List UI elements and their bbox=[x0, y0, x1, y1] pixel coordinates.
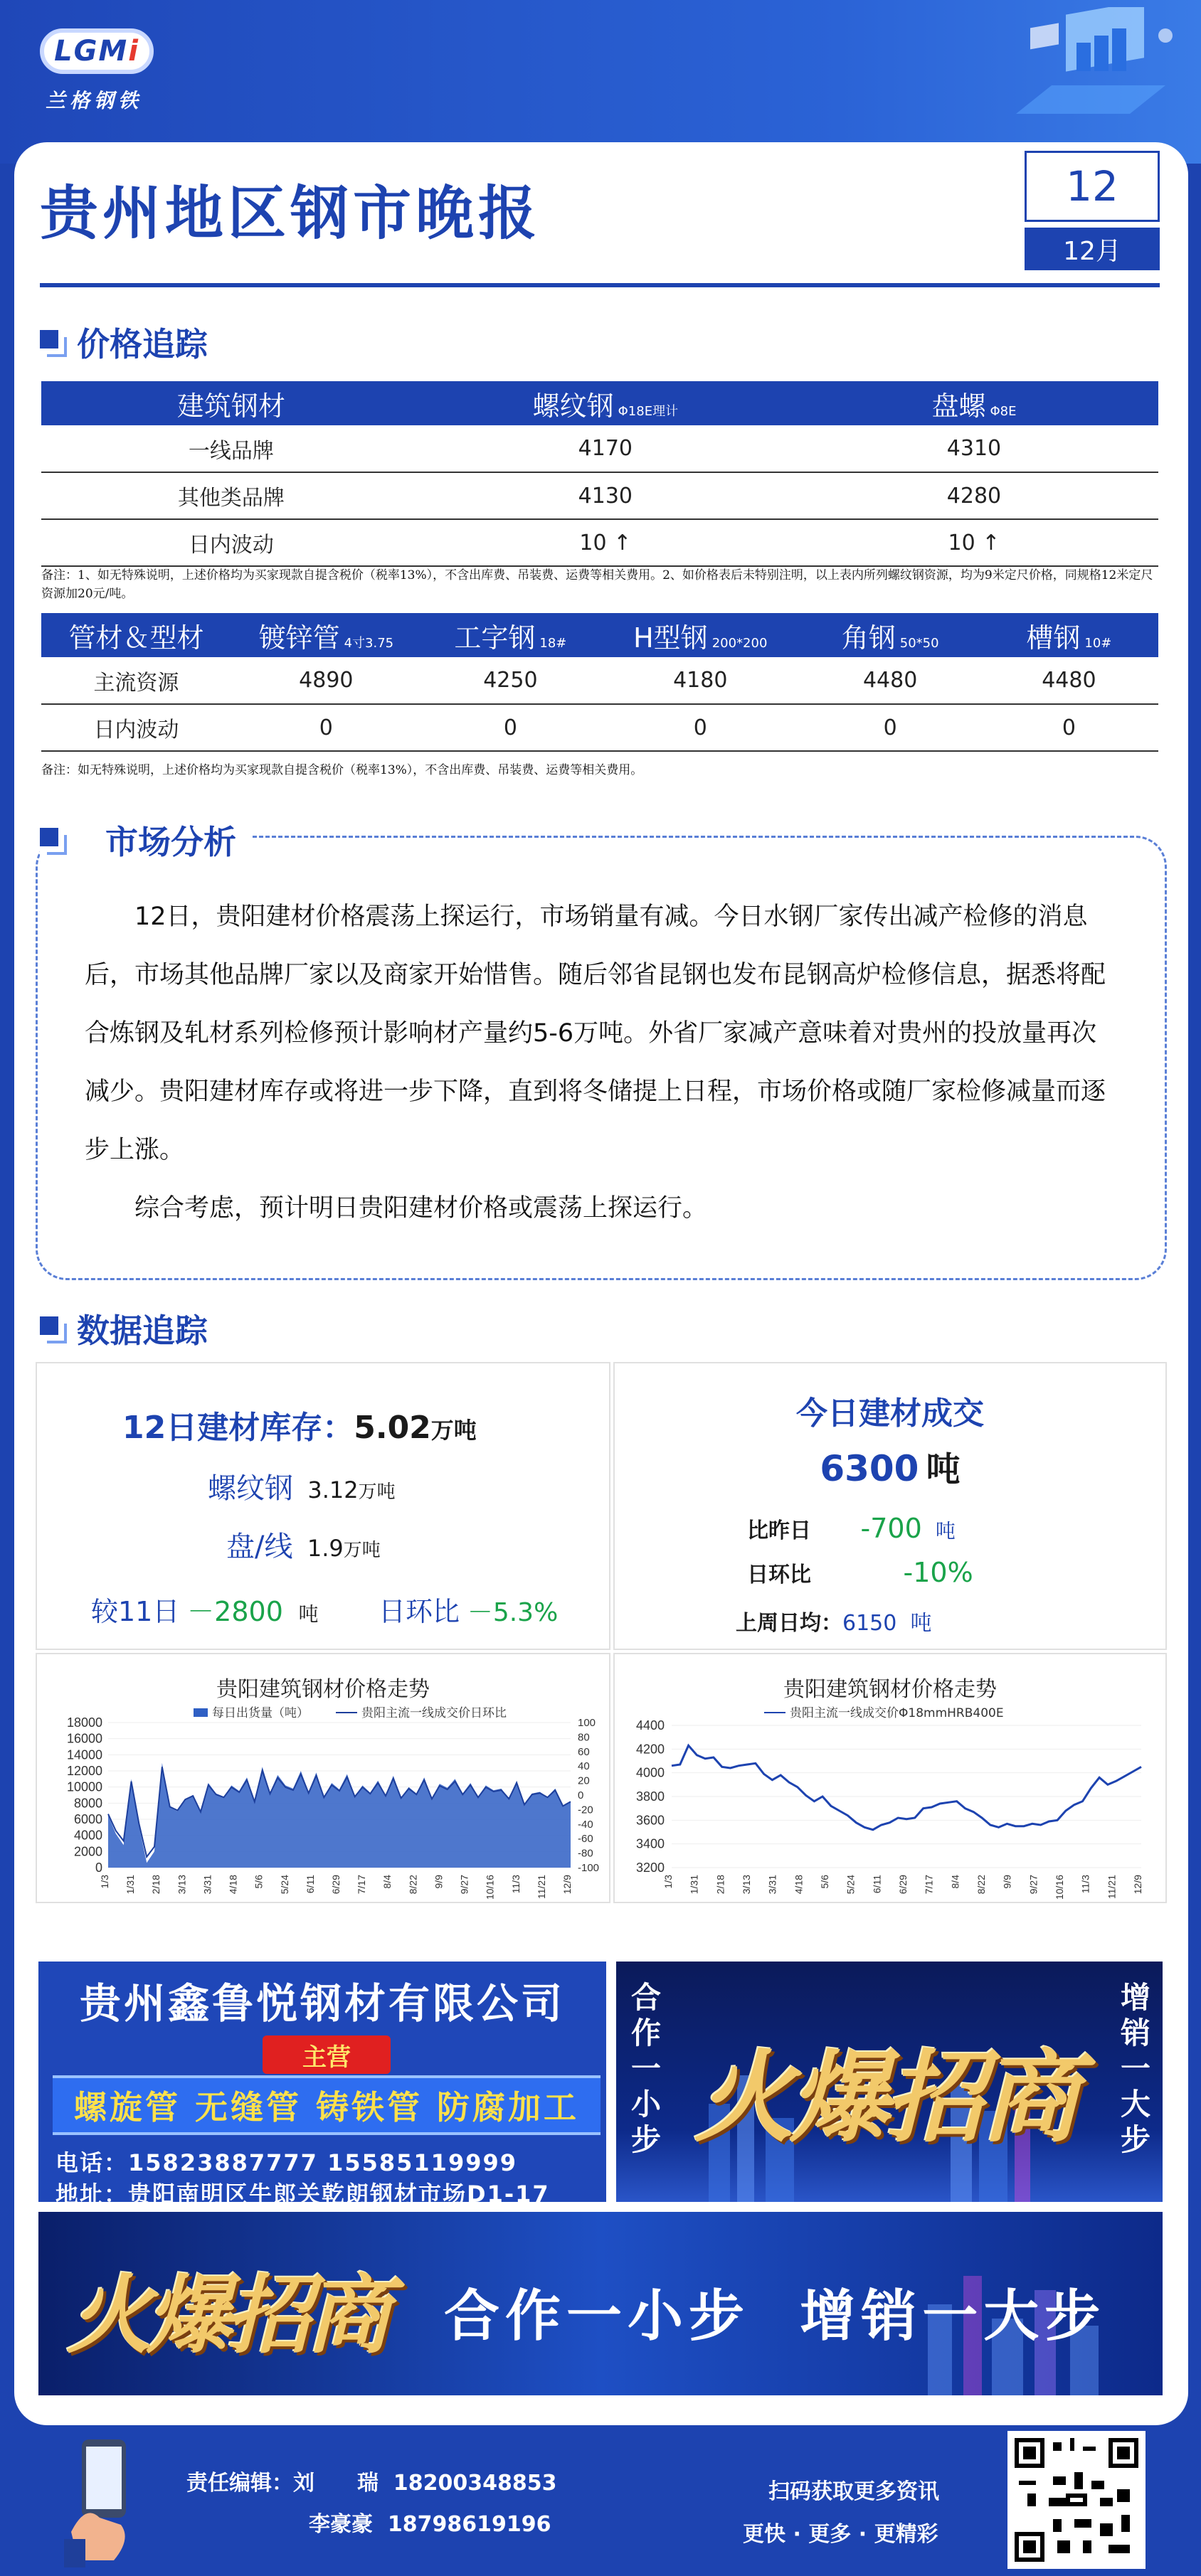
table-note: 备注：1、如无特殊说明，上述价格均为买家现款自提含税价（税率13%），不含出库费、吊装费、运费等相关费用。2、如价格表后未特别注明，以上表内所列螺纹钢资源，均为9米定尺价格，同规格12米定尺资源加20元/吨。 bbox=[41, 568, 1153, 601]
y-tick-label: 14000 bbox=[66, 1747, 102, 1762]
header-band bbox=[0, 0, 1201, 164]
table-header: 镀锌管 4寸3.75 bbox=[231, 613, 421, 657]
x-tick-label: 6/29 bbox=[330, 1875, 342, 1895]
change-cell: 0 bbox=[980, 704, 1158, 751]
price-cell: 4170 bbox=[421, 425, 790, 472]
inventory-rebar: 螺纹钢 3.12万吨 bbox=[208, 1472, 396, 1505]
qr-caption: 扫码获取更多资讯 bbox=[768, 2479, 939, 2504]
y-tick-label: 4000 bbox=[635, 1765, 665, 1780]
legend-label: 贵阳主流一线成交价Φ18mmHRB400E bbox=[790, 1706, 1004, 1720]
y2-tick-label: -40 bbox=[578, 1818, 593, 1831]
table-row bbox=[41, 472, 1158, 519]
x-tick-label: 8/22 bbox=[975, 1875, 987, 1895]
x-tick-label: 4/18 bbox=[227, 1875, 239, 1895]
x-tick-label: 11/3 bbox=[509, 1875, 522, 1894]
x-tick-label: 1/3 bbox=[99, 1875, 110, 1889]
analysis-paragraph: 综合考虑，预计明日贵阳建材价格或震荡上探运行。 bbox=[134, 1194, 708, 1223]
row-label: 日内波动 bbox=[41, 704, 231, 751]
table-header: 盘螺 Φ8E bbox=[790, 381, 1158, 425]
volume-ratio: 日环比 -10% bbox=[747, 1557, 973, 1588]
banner-slogan: 合作一小步 增销一大步 bbox=[444, 2284, 1106, 2348]
company-logo bbox=[40, 21, 161, 112]
inventory-total: 12日建材库存：5.02万吨 bbox=[122, 1410, 477, 1446]
x-tick-label: 7/17 bbox=[923, 1875, 935, 1895]
price-cell: 4890 bbox=[231, 657, 421, 704]
editor-1: 责任编辑：刘 瑞 18200348853 bbox=[186, 2471, 557, 2496]
company-ad[interactable] bbox=[34, 1957, 610, 2206]
x-tick-label: 2/18 bbox=[150, 1875, 162, 1895]
price-cell: 4280 bbox=[790, 472, 1158, 519]
table-row bbox=[41, 519, 1158, 566]
y-tick-label: 0 bbox=[95, 1861, 102, 1875]
x-tick-label: 10/16 bbox=[1054, 1875, 1065, 1900]
table-header: 管材＆型材 bbox=[41, 613, 231, 657]
y2-tick-label: -60 bbox=[578, 1833, 593, 1846]
shipment-chart bbox=[37, 1654, 612, 1905]
volume-title: 今日建材成交 bbox=[796, 1395, 984, 1432]
x-tick-label: 7/17 bbox=[356, 1875, 368, 1895]
x-tick-label: 1/31 bbox=[688, 1875, 700, 1895]
x-tick-label: 12/9 bbox=[561, 1875, 573, 1895]
table-header: 角钢 50*50 bbox=[801, 613, 980, 657]
table-header: 建筑钢材 bbox=[41, 381, 421, 425]
y-tick-label: 3800 bbox=[635, 1789, 665, 1804]
table-note: 备注：如无特殊说明，上述价格均为买家现款自提含税价（税率13%），不含出库费、吊装费、运费等相关费用。 bbox=[41, 763, 643, 777]
section-steel-price-table bbox=[41, 613, 1158, 752]
change-cell: 0 bbox=[600, 704, 801, 751]
inventory-coil: 盘/线 1.9万吨 bbox=[226, 1531, 381, 1563]
section-header-data bbox=[40, 1305, 208, 1352]
section-icon bbox=[40, 828, 64, 852]
y2-tick-label: 0 bbox=[578, 1789, 584, 1801]
qr-code-icon[interactable] bbox=[1007, 2431, 1146, 2569]
x-tick-label: 1/3 bbox=[662, 1875, 674, 1889]
section-icon bbox=[40, 330, 64, 354]
y-tick-label: 4000 bbox=[73, 1828, 102, 1843]
price-cell: 4130 bbox=[421, 472, 790, 519]
ad-business: 螺旋管 无缝管 铸铁管 防腐加工 bbox=[53, 2075, 600, 2135]
y-tick-label: 6000 bbox=[73, 1812, 102, 1826]
y2-tick-label: 40 bbox=[578, 1760, 590, 1773]
arrow-up-icon: ↑ bbox=[613, 530, 632, 555]
x-tick-label: 12/9 bbox=[1132, 1875, 1143, 1895]
analysis-paragraph: 12日，贵阳建材价格震荡上探运行，市场销量有减。今日水钢厂家传出减产检修的消息后，市场其他品牌厂家以及商家开始惜售。随后邻省昆钢也发布昆钢高炉检修信息，据悉将配合炼钢及轧材系列检修预计影响材产量约5-6万吨。外省厂家减产意味着对贵州的投放量再次减少。贵阳建材库存或将进一步下降，直到将冬储提上日程，市场价格或随厂家检修减量而逐步上涨。 bbox=[85, 903, 1106, 1164]
phone-hand-icon bbox=[64, 2432, 142, 2567]
row-label: 主流资源 bbox=[41, 657, 231, 704]
x-tick-label: 10/16 bbox=[484, 1875, 496, 1900]
y-tick-label: 18000 bbox=[66, 1715, 102, 1730]
x-tick-label: 8/4 bbox=[949, 1875, 961, 1889]
y2-tick-label: 100 bbox=[578, 1717, 596, 1729]
row-label: 日内波动 bbox=[41, 519, 421, 566]
y2-tick-label: 60 bbox=[578, 1745, 590, 1758]
price-cell: 4480 bbox=[980, 657, 1158, 704]
price-cell: 4180 bbox=[600, 657, 801, 704]
ad-phone: 电话：15823887777 15585119999 bbox=[55, 2149, 517, 2176]
table-header: 工字钢 18# bbox=[421, 613, 600, 657]
y-tick-label: 4400 bbox=[635, 1718, 665, 1733]
volume-weekly: 上周日均：6150 吨 bbox=[736, 1611, 932, 1636]
change-cell: 0 bbox=[421, 704, 600, 751]
date-day: 12 bbox=[1025, 151, 1160, 222]
inventory-panel bbox=[36, 1362, 610, 1650]
x-tick-label: 9/9 bbox=[1001, 1875, 1013, 1889]
y-tick-label: 12000 bbox=[66, 1764, 102, 1778]
x-tick-label: 4/18 bbox=[793, 1875, 805, 1895]
market-analysis-box bbox=[36, 836, 1167, 1280]
y-tick-label: 8000 bbox=[73, 1796, 102, 1811]
arrow-up-icon: ↑ bbox=[982, 530, 1000, 555]
banner-big-text: 火爆招商 bbox=[67, 2267, 386, 2365]
x-tick-label: 3/13 bbox=[741, 1875, 752, 1895]
legend-swatch bbox=[194, 1708, 208, 1717]
x-tick-label: 5/6 bbox=[819, 1875, 830, 1889]
chart-panel-shipments bbox=[36, 1653, 610, 1903]
table-row bbox=[41, 704, 1158, 751]
row-label: 其他类品牌 bbox=[41, 472, 421, 519]
y2-tick-label: -80 bbox=[578, 1847, 593, 1860]
ad-main-tag: 主营 bbox=[263, 2035, 391, 2074]
x-tick-label: 5/24 bbox=[278, 1875, 290, 1895]
table-row bbox=[41, 657, 1158, 704]
row-label: 一线品牌 bbox=[41, 425, 421, 472]
x-tick-label: 9/9 bbox=[433, 1875, 445, 1889]
rebar-price-table bbox=[41, 381, 1158, 567]
inventory-change: 较11日 －2800 吨 bbox=[91, 1596, 319, 1627]
logo-cn-text: 兰格钢铁 bbox=[46, 89, 143, 112]
x-tick-label: 5/6 bbox=[253, 1875, 265, 1889]
ad-big-text: 火爆招商 bbox=[694, 2040, 1076, 2156]
date-month: 12月 bbox=[1025, 228, 1160, 270]
ad-company-name: 贵州鑫鲁悦钢材有限公司 bbox=[79, 1979, 565, 2028]
page-title: 贵州地区钢市晚报 bbox=[40, 180, 541, 248]
x-tick-label: 6/11 bbox=[304, 1875, 316, 1894]
recruit-banner[interactable] bbox=[34, 2208, 1167, 2400]
title-divider bbox=[40, 283, 1160, 287]
price-line bbox=[672, 1745, 1141, 1829]
logo-badge: LGM i bbox=[40, 28, 154, 74]
x-tick-label: 2/18 bbox=[714, 1875, 726, 1895]
volume-change: 比昨日 -700 吨 bbox=[747, 1513, 956, 1544]
tech-illustration-icon bbox=[988, 7, 1187, 135]
x-tick-label: 8/22 bbox=[407, 1875, 419, 1895]
chart-panel-price bbox=[613, 1653, 1167, 1903]
ad-address: 地址：贵阳南明区牛郎关乾朗钢材市场D1-17 bbox=[55, 2181, 550, 2208]
x-tick-label: 11/21 bbox=[1106, 1875, 1118, 1899]
table-row bbox=[41, 425, 1158, 472]
y2-tick-label: 20 bbox=[578, 1774, 590, 1787]
y-tick-label: 10000 bbox=[66, 1779, 102, 1794]
x-tick-label: 9/27 bbox=[1027, 1875, 1039, 1895]
price-cell: 4250 bbox=[421, 657, 600, 704]
table-header: H型钢 200*200 bbox=[600, 613, 801, 657]
inventory-ratio: 日环比 －5.3% bbox=[379, 1596, 559, 1627]
x-tick-label: 3/31 bbox=[766, 1875, 778, 1895]
x-tick-label: 5/24 bbox=[845, 1875, 857, 1895]
y-tick-label: 4200 bbox=[635, 1742, 665, 1757]
shipment-area bbox=[108, 1763, 571, 1868]
change-cell: 0 bbox=[231, 704, 421, 751]
table-header: 槽钢 10# bbox=[980, 613, 1158, 657]
legend-label: 每日出货量（吨） bbox=[212, 1706, 309, 1720]
x-tick-label: 3/31 bbox=[201, 1875, 213, 1895]
y-tick-label: 3400 bbox=[635, 1836, 665, 1851]
y-tick-label: 16000 bbox=[66, 1731, 102, 1746]
section-header-analysis bbox=[40, 816, 250, 863]
x-tick-label: 6/11 bbox=[871, 1875, 883, 1894]
table-header: 螺纹钢 Φ18E理计 bbox=[421, 381, 790, 425]
section-header-price bbox=[40, 319, 208, 366]
change-cell: 10 ↑ bbox=[421, 519, 790, 566]
change-cell: 0 bbox=[801, 704, 980, 751]
y-tick-label: 3200 bbox=[635, 1861, 665, 1875]
price-chart bbox=[615, 1654, 1168, 1905]
change-cell: 10 ↑ bbox=[790, 519, 1158, 566]
section-title: 数据追踪 bbox=[77, 1311, 208, 1350]
y2-tick-label: 80 bbox=[578, 1731, 590, 1744]
x-tick-label: 11/21 bbox=[535, 1875, 547, 1899]
x-tick-label: 6/29 bbox=[897, 1875, 909, 1895]
section-title: 市场分析 bbox=[105, 823, 236, 861]
volume-panel bbox=[613, 1362, 1167, 1650]
section-icon bbox=[40, 1316, 64, 1341]
x-tick-label: 1/31 bbox=[125, 1875, 137, 1895]
x-tick-label: 3/13 bbox=[176, 1875, 188, 1895]
y2-tick-label: -20 bbox=[578, 1804, 593, 1816]
price-cell: 4310 bbox=[790, 425, 1158, 472]
recruit-ad[interactable] bbox=[612, 1957, 1167, 2206]
section-title: 价格追踪 bbox=[77, 325, 208, 363]
y2-tick-label: -100 bbox=[578, 1862, 600, 1874]
chart-title: 贵阳建筑钢材价格走势 bbox=[216, 1677, 430, 1702]
ad-slogan-left: 合作一小步 bbox=[630, 1980, 661, 2157]
x-tick-label: 11/3 bbox=[1079, 1875, 1091, 1894]
chart-title: 贵阳建筑钢材价格走势 bbox=[783, 1677, 997, 1702]
ad-slogan-right: 增销一大步 bbox=[1120, 1980, 1150, 2157]
legend-label: 贵阳主流一线成交价日环比 bbox=[361, 1706, 507, 1720]
x-tick-label: 9/27 bbox=[458, 1875, 470, 1895]
x-tick-label: 8/4 bbox=[381, 1875, 393, 1889]
y-tick-label: 3600 bbox=[635, 1813, 665, 1828]
qr-subcaption: 更快 · 更多 · 更精彩 bbox=[743, 2522, 938, 2547]
price-cell: 4480 bbox=[801, 657, 980, 704]
y-tick-label: 2000 bbox=[73, 1844, 102, 1859]
editor-2: 李豪豪 18798619196 bbox=[309, 2512, 551, 2537]
volume-value: 6300 吨 bbox=[820, 1448, 961, 1489]
